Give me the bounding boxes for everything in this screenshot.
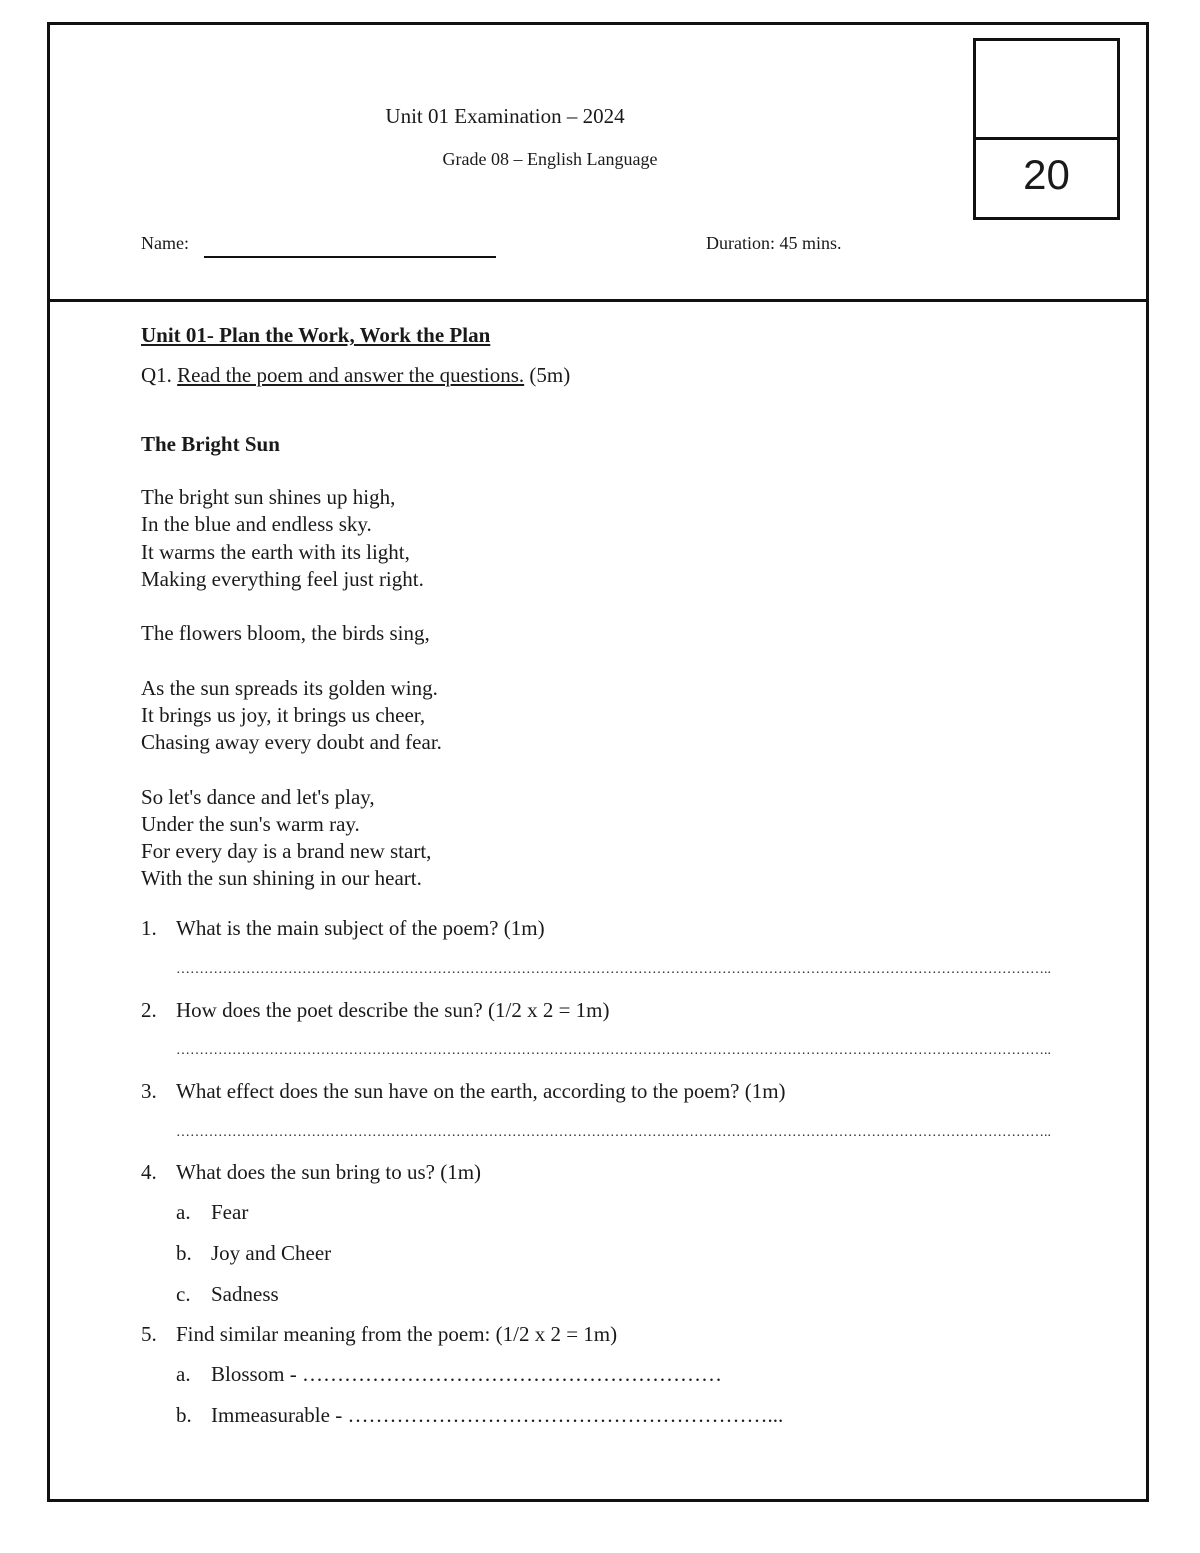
poem-line: It warms the earth with its light, <box>141 540 410 564</box>
poem-line: Making everything feel just right. <box>141 567 424 591</box>
score-box <box>973 38 1120 220</box>
q1-instruction-line <box>141 363 570 388</box>
q1-number: Q1. <box>141 363 172 387</box>
poem-line: As the sun spreads its golden wing. <box>141 676 438 700</box>
exam-subtitle: Grade 08 – English Language <box>442 149 658 169</box>
poem-line: In the blue and endless sky. <box>141 512 372 536</box>
question-text: How does the poet describe the sun? (1/2 x 2 = 1m) <box>176 998 610 1022</box>
option-letter: c. <box>176 1282 191 1306</box>
option-letter: a. <box>176 1200 191 1224</box>
name-field[interactable] <box>204 256 496 258</box>
poem-line: The flowers bloom, the birds sing, <box>141 621 430 645</box>
item-letter: b. <box>176 1403 192 1427</box>
option-text[interactable]: Joy and Cheer <box>211 1241 332 1265</box>
question-text: What effect does the sun have on the earth, according to the poem? (1m) <box>176 1079 786 1103</box>
option-letter: b. <box>176 1241 192 1265</box>
answer-line[interactable]: …………………………………………………………………………………………………………………………………………………………………….. <box>176 1125 1051 1140</box>
item-letter: a. <box>176 1362 191 1386</box>
question-text: What does the sun bring to us? (1m) <box>176 1160 482 1184</box>
question-text: What is the main subject of the poem? (1m) <box>176 916 545 940</box>
q1-instruction: Read the poem and answer the questions. <box>177 363 525 387</box>
answer-line[interactable]: …………………………………………………………………………………………………………………………………………………………………….. <box>176 962 1051 977</box>
poem-title: The Bright Sun <box>141 432 280 456</box>
poem-line: The bright sun shines up high, <box>141 485 396 509</box>
fill-in-item[interactable]: Blossom - …………………………………………………… <box>211 1362 723 1386</box>
poem-line: For every day is a brand new start, <box>141 839 432 863</box>
fill-in-item[interactable]: Immeasurable - ……………………………………………………... <box>211 1403 784 1427</box>
poem-line: Under the sun's warm ray. <box>141 812 360 836</box>
q1-marks: (5m) <box>529 363 571 387</box>
score-box-divider <box>976 137 1117 140</box>
unit-heading: Unit 01- Plan the Work, Work the Plan <box>141 323 491 347</box>
answer-line[interactable]: …………………………………………………………………………………………………………………………………………………………………….. <box>176 1043 1051 1058</box>
poem-line: So let's dance and let's play, <box>141 785 375 809</box>
poem-line: With the sun shining in our heart. <box>141 866 422 890</box>
total-marks: 20 <box>1023 151 1070 198</box>
question-number: 4. <box>141 1160 157 1184</box>
page-border <box>47 22 1149 1502</box>
question-number: 5. <box>141 1322 157 1346</box>
poem-line: It brings us joy, it brings us cheer, <box>141 703 426 727</box>
question-number: 3. <box>141 1079 157 1103</box>
question-text: Find similar meaning from the poem: (1/2 x 2 = 1m) <box>176 1322 618 1346</box>
name-label: Name: <box>141 233 189 253</box>
option-text[interactable]: Sadness <box>211 1282 279 1306</box>
question-number: 2. <box>141 998 157 1022</box>
option-text[interactable]: Fear <box>211 1200 249 1224</box>
header-divider <box>50 299 1148 302</box>
poem-line: Chasing away every doubt and fear. <box>141 730 442 754</box>
duration-text: Duration: 45 mins. <box>706 233 842 253</box>
exam-title: Unit 01 Examination – 2024 <box>385 104 625 128</box>
question-number: 1. <box>141 916 157 940</box>
